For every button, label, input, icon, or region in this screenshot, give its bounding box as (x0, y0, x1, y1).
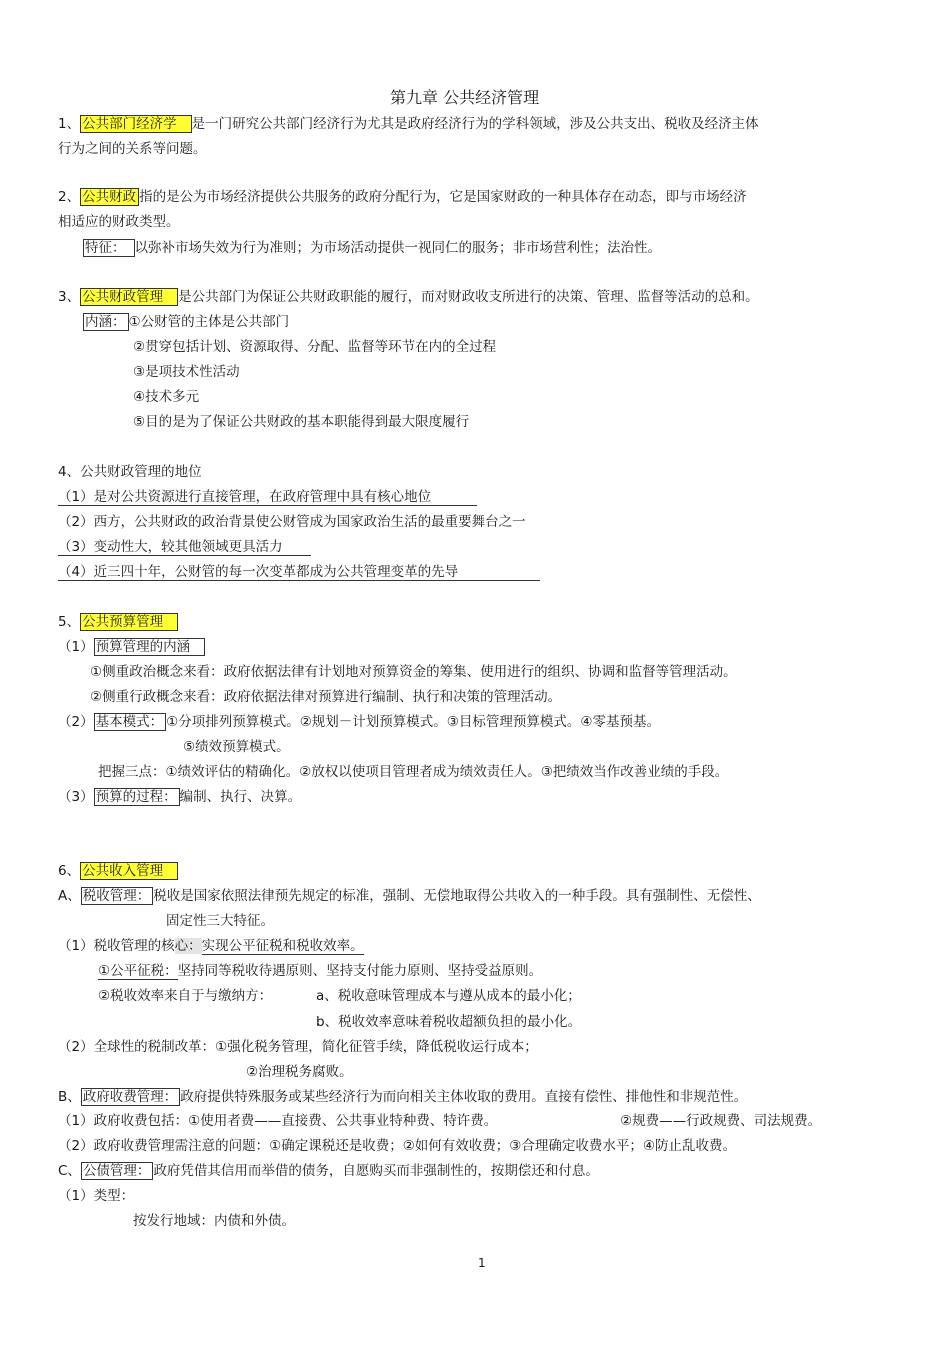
list-item: （1）类型： (58, 1188, 135, 1204)
list-item: （2）政府收费管理需注意的问题：①确定课税还是收费；②如何有效收费；③合理确定收费水平；④防止乱收费。 (58, 1138, 736, 1154)
list-item: ②贯穿包括计划、资源取得、分配、监督等环节在内的全过程 (133, 339, 497, 355)
list-item: （3）变动性大，较其他领域更具活力 (58, 537, 311, 557)
section-5-p3: （3） 预算的过程： 编制、执行、决算。 (58, 789, 302, 805)
label-box: 内涵： (83, 313, 129, 331)
section-6-heading: 6、 公共收入管理 (58, 861, 178, 881)
section-6-B: B、 政府收费管理： 政府提供特殊服务或某些经济行为而向相关主体收取的费用。直接有偿性、排他性和非规范性。 (58, 1089, 748, 1105)
term-highlight: 公共收入管理 (80, 862, 178, 880)
list-item: a、税收意味管理成本与遵从成本的最小化； (316, 988, 581, 1004)
term-highlight: 公共部门经济学 (80, 115, 192, 133)
list-item: ③是项技术性活动 (133, 364, 240, 380)
label-box: 基本模式： (94, 713, 167, 731)
section-5-p2: （2） 基本模式： ①分项排列预算模式。②规划－计划预算模式。③目标管理预算模式。④零基预基。 (58, 714, 661, 730)
label-box: 预算的过程： (94, 788, 180, 806)
term-highlight: 公共财政 (80, 188, 139, 206)
list-item: ②治理税务腐败。 (246, 1064, 353, 1080)
list-item: ②侧重行政概念来看：政府依据法律对预算进行编制、执行和决策的管理活动。 (90, 689, 562, 705)
term-highlight: 公共预算管理 (80, 613, 178, 631)
section-4-heading: 4、公共财政管理的地位 (58, 464, 202, 480)
section-2-features: 特征： 以弥补市场失效为行为准则；为市场活动提供一视同仁的服务；非市场营利性；法治性。 (85, 240, 661, 256)
section-6-A1: （1）税收管理的核心：实现公平征税和税收效率。 (58, 938, 364, 954)
section-6-A: A、 税收管理： 税收是国家依照法律预先规定的标准，强制、无偿地取得公共收入的一种手段。具有强制性、无偿性、 (58, 888, 761, 904)
section-2-line2: 相适应的财政类型。 (58, 214, 180, 230)
label-box: 预算管理的内涵 (94, 638, 206, 656)
section-3-line1: 3、 公共财政管理 是公共部门为保证公共财政职能的履行，而对财政收支所进行的决策、管理、监督等活动的总和。 (58, 289, 759, 305)
term-highlight: 公共财政管理 (80, 288, 178, 306)
list-item: ②规费——行政规费、司法规费。 (620, 1113, 822, 1129)
list-item: ⑤绩效预算模式。 (183, 739, 290, 755)
list-item: ④技术多元 (133, 389, 200, 405)
list-item: ⑤目的是为了保证公共财政的基本职能得到最大限度履行 (133, 414, 470, 430)
list-item: （4）近三四十年，公财管的每一次变革都成为公共管理变革的先导 (58, 562, 540, 582)
list-item: ②税收效率来自于与缴纳方： (98, 988, 273, 1004)
list-item: 按发行地域：内债和外债。 (133, 1213, 295, 1229)
list-item: （1）是对公共资源进行直接管理，在政府管理中具有核心地位 (58, 487, 477, 507)
label-box: 公债管理： (81, 1162, 154, 1180)
section-5-heading: 5、 公共预算管理 (58, 612, 178, 632)
list-item: ①侧重政治概念来看：政府依据法律有计划地对预算资金的筹集、使用进行的组织、协调和监督等管理活动。 (90, 664, 737, 680)
label-box: 政府收费管理： (81, 1088, 181, 1106)
list-item: b、税收效率意味着税收超额负担的最小化。 (316, 1014, 582, 1030)
label-box: 税收管理： (81, 887, 154, 905)
list-item: （2）全球性的税制改革：①强化税务管理，简化征管手续，降低税收运行成本； (58, 1039, 538, 1055)
section-6-C: C、 公债管理： 政府凭借其信用而举借的债务，自愿购买而非强制性的，按期偿还和付息。 (58, 1163, 599, 1179)
list-item: （1）政府收费包括：①使用者费——直接费、公共事业特种费、特许费。 (58, 1113, 498, 1129)
label-box: 特征： (83, 239, 135, 257)
list-item: 把握三点：①绩效评估的精确化。②放权以使项目管理者成为绩效责任人。③把绩效当作改善业绩的手段。 (98, 764, 729, 780)
section-1-line1: 1、 公共部门经济学 是一门研究公共部门经济行为尤其是政府经济行为的学科领域，涉及公共支出、税收及经济主体 (58, 116, 759, 132)
section-1-line2: 行为之间的关系等问题。 (58, 141, 207, 157)
list-item: ①公平征税：坚持同等税收待遇原则、坚持支付能力原则、坚持受益原则。 (98, 963, 543, 979)
list-item: （2）西方，公共财政的政治背景使公财管成为国家政治生活的最重要舞台之一 (58, 514, 526, 530)
section-5-p1: （1） 预算管理的内涵 (58, 637, 205, 657)
page-number: 1 (478, 1256, 486, 1270)
list-item: 固定性三大特征。 (166, 913, 274, 929)
section-3-connotation: 内涵： ①公财管的主体是公共部门 (85, 314, 290, 330)
page-title: 第九章 公共经济管理 (390, 88, 540, 107)
section-2-line1: 2、 公共财政 指的是公为市场经济提供公共服务的政府分配行为，它是国家财政的一种具体存在动态，即与市场经济 (58, 189, 747, 205)
